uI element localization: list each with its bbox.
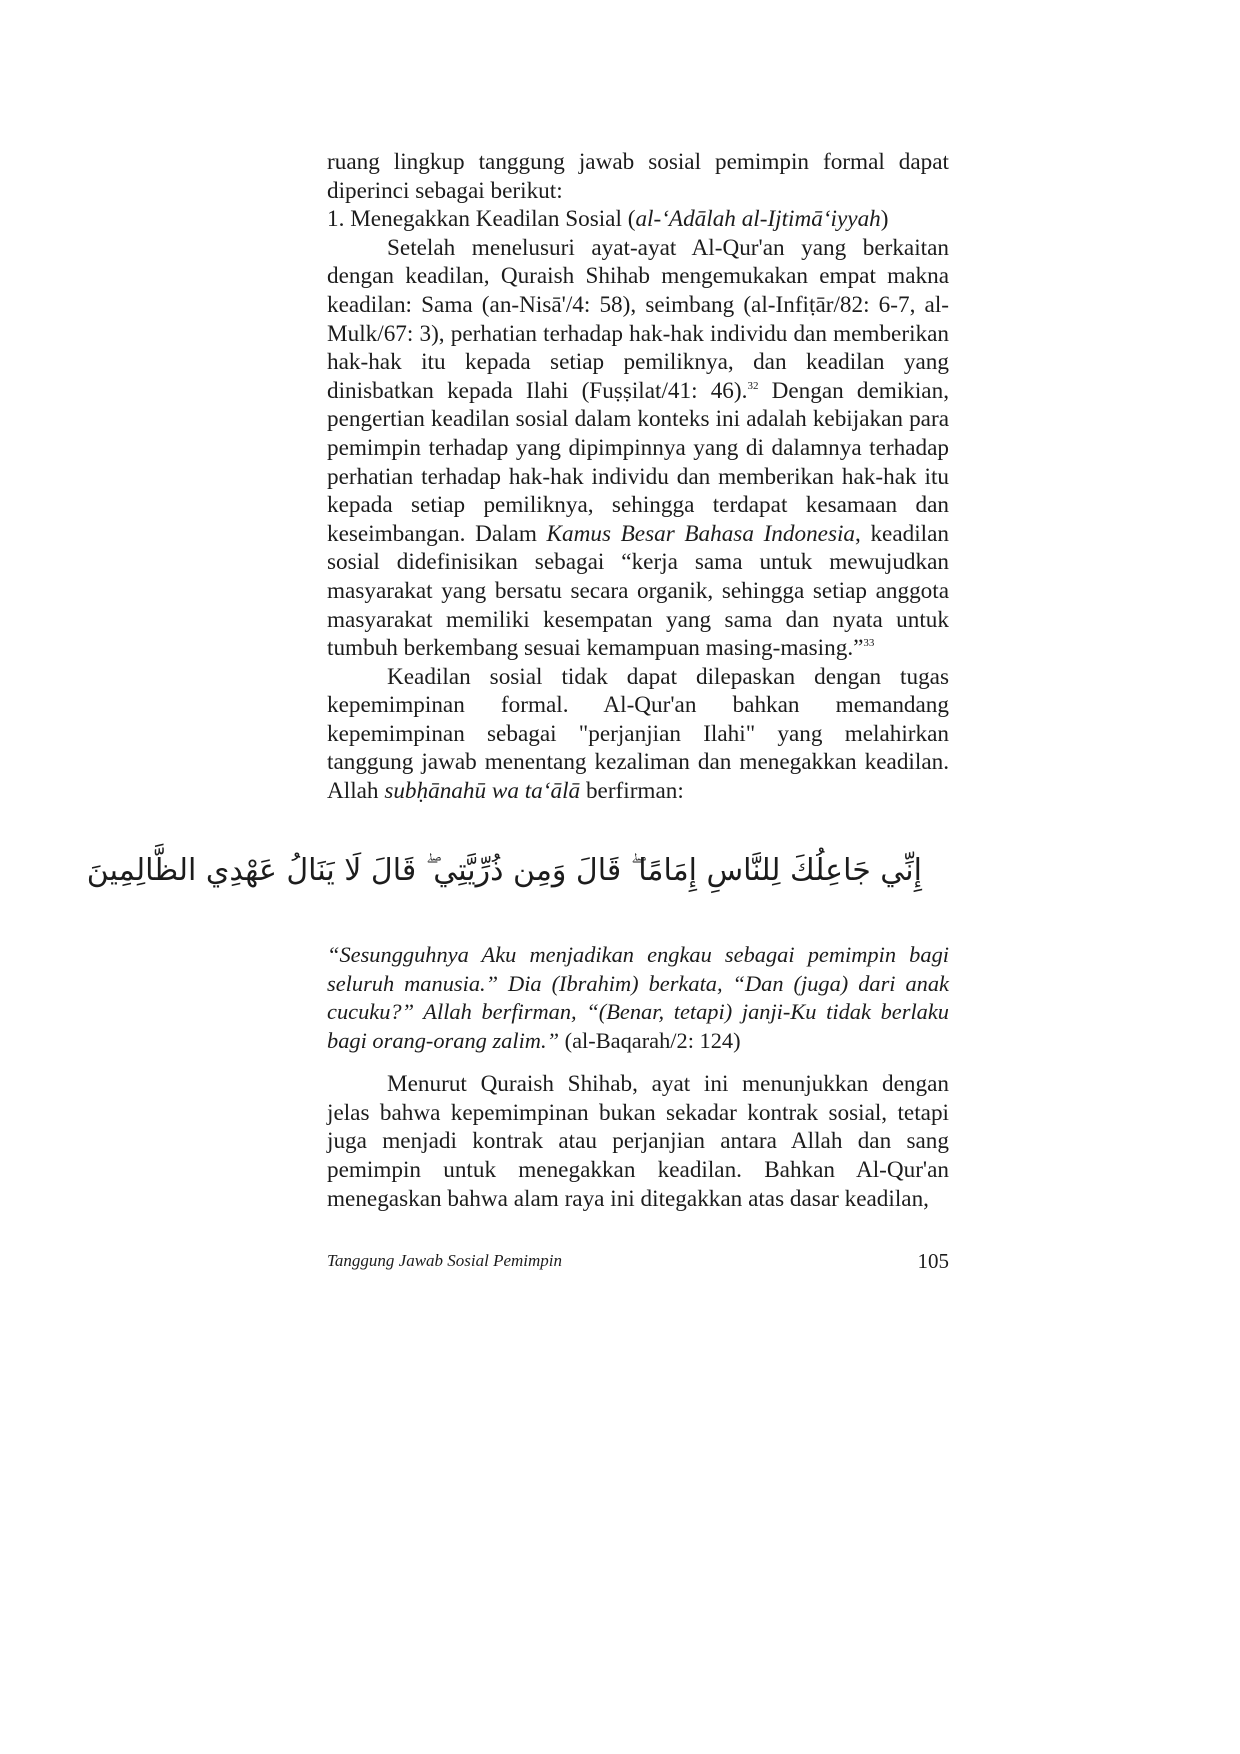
paragraph-kepemimpinan-part-1: Keadilan sosial tidak dapat dilepaskan dengan tugas kepemimpinan formal. Al-Qur'an bahkan memandang kepemimpinan sebagai "perjanjian Ilahi" yang melahirkan tanggung jawab menentang kezaliman dan menegakkan keadilan. Allah xyxy=(327,663,949,805)
footnote-marker-33: 33 xyxy=(863,637,875,650)
main-text-block xyxy=(327,148,949,806)
verse-translation-text: “Sesungguhnya Aku menjadikan engkau sebagai pemimpin bagi seluruh manusia.” Dia (Ibrahim) berkata, “Dan (juga) dari anak cucuku?” Allah berfirman, “(Benar, tetapi) janji-Ku tidak berlaku bagi orang-orang zalim.” xyxy=(327,942,949,1053)
paragraph-keadilan-part-1: Setelah menelusuri ayat-ayat Al-Qur'an yang berkaitan dengan keadilan, Quraish Shihab mengemukakan empat makna keadilan: Sama (an-Nisā'/4: 58), seimbang (al-Infiṭār/82: 6-7, al-Mulk/67: 3), perhatian terhadap hak-hak individu dan memberikan hak-hak itu kepada setiap pemiliknya, dan keadilan yang dinisbatkan kepada Ilahi (Fuṣṣilat/41: 46). xyxy=(327,234,949,404)
paragraph-quraish-shihab: Menurut Quraish Shihab, ayat ini menunjukkan dengan jelas bahwa kepemimpinan bukan sekadar kontrak sosial, tetapi juga menjadi kontrak atau perjanjian antara Allah dan sang pemimpin untuk menegakkan keadilan. Bahkan Al-Qur'an menegaskan bahwa alam raya ini ditegakkan atas dasar keadilan, xyxy=(327,1071,949,1212)
section-heading xyxy=(327,205,949,234)
running-head: Tanggung Jawab Sosial Pemimpin xyxy=(327,1251,563,1270)
page-number: 105 xyxy=(917,1249,949,1273)
paragraph-keadilan-part-2: Dengan demikian, pengertian keadilan sosial dalam konteks ini adalah kebijakan para pemimpin terhadap yang dipimpinnya yang di dalamnya terhadap perhatian terhadap hak-hak individu dan memberikan hak-hak itu kepada setiap pemiliknya, sehingga terdapat kesamaan dan keseimbangan. Dalam xyxy=(327,377,949,547)
verse-reference: (al-Baqarah/2: 124) xyxy=(559,1027,741,1053)
page-footer xyxy=(327,1251,949,1277)
closing-text-block xyxy=(327,1047,949,1236)
paragraph-kepemimpinan-part-2: berfirman: xyxy=(580,778,684,805)
section-heading-text: 1. Menegakkan Keadilan Sosial ( xyxy=(327,206,636,233)
section-heading-close: ) xyxy=(880,206,889,233)
verse-translation xyxy=(327,941,949,1055)
kbbi-title: Kamus Besar Bahasa Indonesia xyxy=(546,520,856,547)
arabic-verse: إِنِّي جَاعِلُكَ لِلنَّاسِ إِمَامًا ۖ قَالَ وَمِن ذُرِّيَّتِي ۖ قَالَ لَا يَنَالُ عَهْدِي الظَّالِمِينَ xyxy=(86,853,922,888)
paragraph-intro: ruang lingkup tanggung jawab sosial pemimpin formal dapat diperinci sebagai berikut: xyxy=(327,149,949,204)
divine-epithet: subḥānahū wa ta‘ālā xyxy=(384,778,581,805)
section-heading-arabic-term: al-‘Adālah al-Ijtimā‘iyyah xyxy=(635,206,881,233)
footnote-marker-32: 32 xyxy=(747,379,759,392)
paragraph-kepemimpinan xyxy=(327,663,949,806)
paragraph-keadilan-part-3: , keadilan sosial didefinisikan sebagai “kerja sama untuk mewujudkan masyarakat yang bersatu secara organik, sehingga setiap anggota masyarakat memiliki kesempatan yang sama dan nyata untuk tumbuh berkembang sesuai kemampuan masing-masing.” xyxy=(327,520,949,662)
paragraph-keadilan xyxy=(327,234,949,663)
